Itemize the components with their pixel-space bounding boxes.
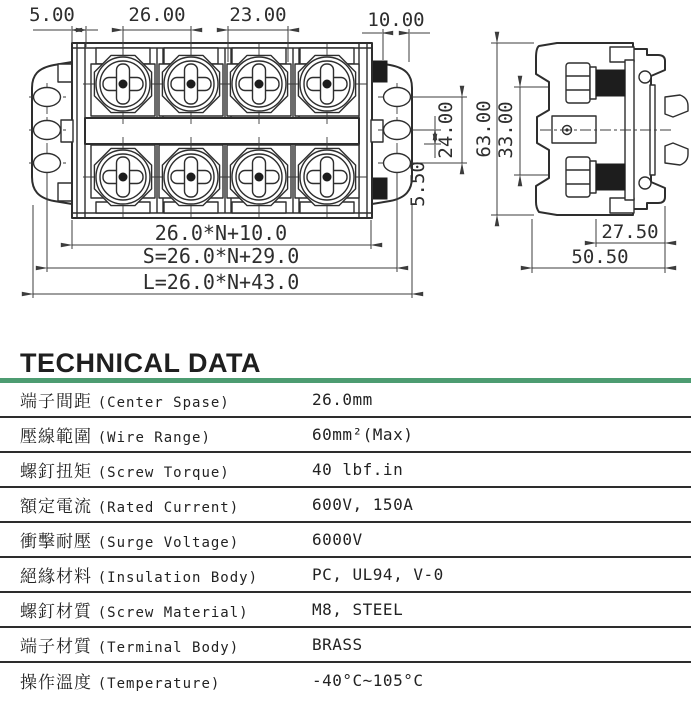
row-value: 600V, 150A xyxy=(312,495,414,514)
technical-data-table xyxy=(0,383,691,698)
table-row xyxy=(0,383,691,418)
center-barrier xyxy=(85,118,359,144)
table-row xyxy=(0,523,691,558)
row-label-zh: 衝擊耐壓 xyxy=(20,532,98,551)
row-label-zh: 端子間距 xyxy=(20,392,98,411)
row-label-zh: 操作溫度 xyxy=(20,673,98,692)
dim-body-length: 26.0*N+10.0 xyxy=(154,221,288,245)
technical-data-section xyxy=(0,349,691,698)
row-label-zh: 絕緣材料 xyxy=(20,567,98,586)
front-view xyxy=(29,4,467,298)
table-row xyxy=(0,418,691,453)
row-label-zh: 螺釘材質 xyxy=(20,602,98,621)
dim-hole-span: 24.00 xyxy=(435,101,457,159)
end-clamp-bottom xyxy=(372,178,387,199)
dim-side-height: 63.00 xyxy=(473,100,495,158)
dim-side-inner-height: 33.00 xyxy=(495,101,517,159)
row-value: M8, STEEL xyxy=(312,600,404,619)
row-label-en: (Insulation Body) xyxy=(97,570,259,586)
row-value: 26.0mm xyxy=(312,390,373,409)
row-value: PC, UL94, V-0 xyxy=(312,565,444,584)
dim-mount-span: S=26.0*N+29.0 xyxy=(142,244,300,268)
row-label-en: (Wire Range) xyxy=(97,430,211,446)
row-label-zh: 壓線範圍 xyxy=(20,427,98,446)
row-label-en: (Terminal Body) xyxy=(97,640,240,656)
end-clamp-top xyxy=(372,61,387,82)
dim-side-upper-depth: 27.50 xyxy=(601,221,659,243)
dim-side-total-depth: 50.50 xyxy=(571,246,629,268)
table-row xyxy=(0,593,691,628)
row-label-en: (Screw Torque) xyxy=(97,465,230,481)
row-value: 60mm²(Max) xyxy=(312,425,414,444)
row-label-zh: 螺釘扭矩 xyxy=(20,462,98,481)
row-value: -40°C~105°C xyxy=(312,671,424,690)
table-row xyxy=(0,663,691,698)
row-label-en: (Center Spase) xyxy=(97,395,230,411)
dim-opening: 23.00 xyxy=(229,4,287,26)
side-view xyxy=(473,43,688,273)
technical-data-heading: TECHNICAL DATA xyxy=(20,348,261,378)
table-row xyxy=(0,488,691,523)
dim-pitch: 26.00 xyxy=(128,4,186,26)
row-label-zh: 額定電流 xyxy=(20,497,98,516)
row-label-en: (Rated Current) xyxy=(97,500,240,516)
dim-total-length: L=26.0*N+43.0 xyxy=(142,270,300,294)
row-label-zh: 端子材質 xyxy=(20,637,98,656)
table-row xyxy=(0,453,691,488)
row-value: 6000V xyxy=(312,530,363,549)
table-row xyxy=(0,628,691,663)
row-value: 40 lbf.in xyxy=(312,460,404,479)
row-label-en: (Surge Voltage) xyxy=(97,535,240,551)
dim-hole-offset: 5.50 xyxy=(407,161,429,207)
row-label-en: (Screw Material) xyxy=(97,605,249,621)
row-value: BRASS xyxy=(312,635,363,654)
table-row xyxy=(0,558,691,593)
row-label-en: (Temperature) xyxy=(97,676,221,692)
technical-drawing xyxy=(0,0,691,348)
dim-end-gap: 5.00 xyxy=(29,4,75,26)
dim-flange-width: 10.00 xyxy=(367,9,425,31)
